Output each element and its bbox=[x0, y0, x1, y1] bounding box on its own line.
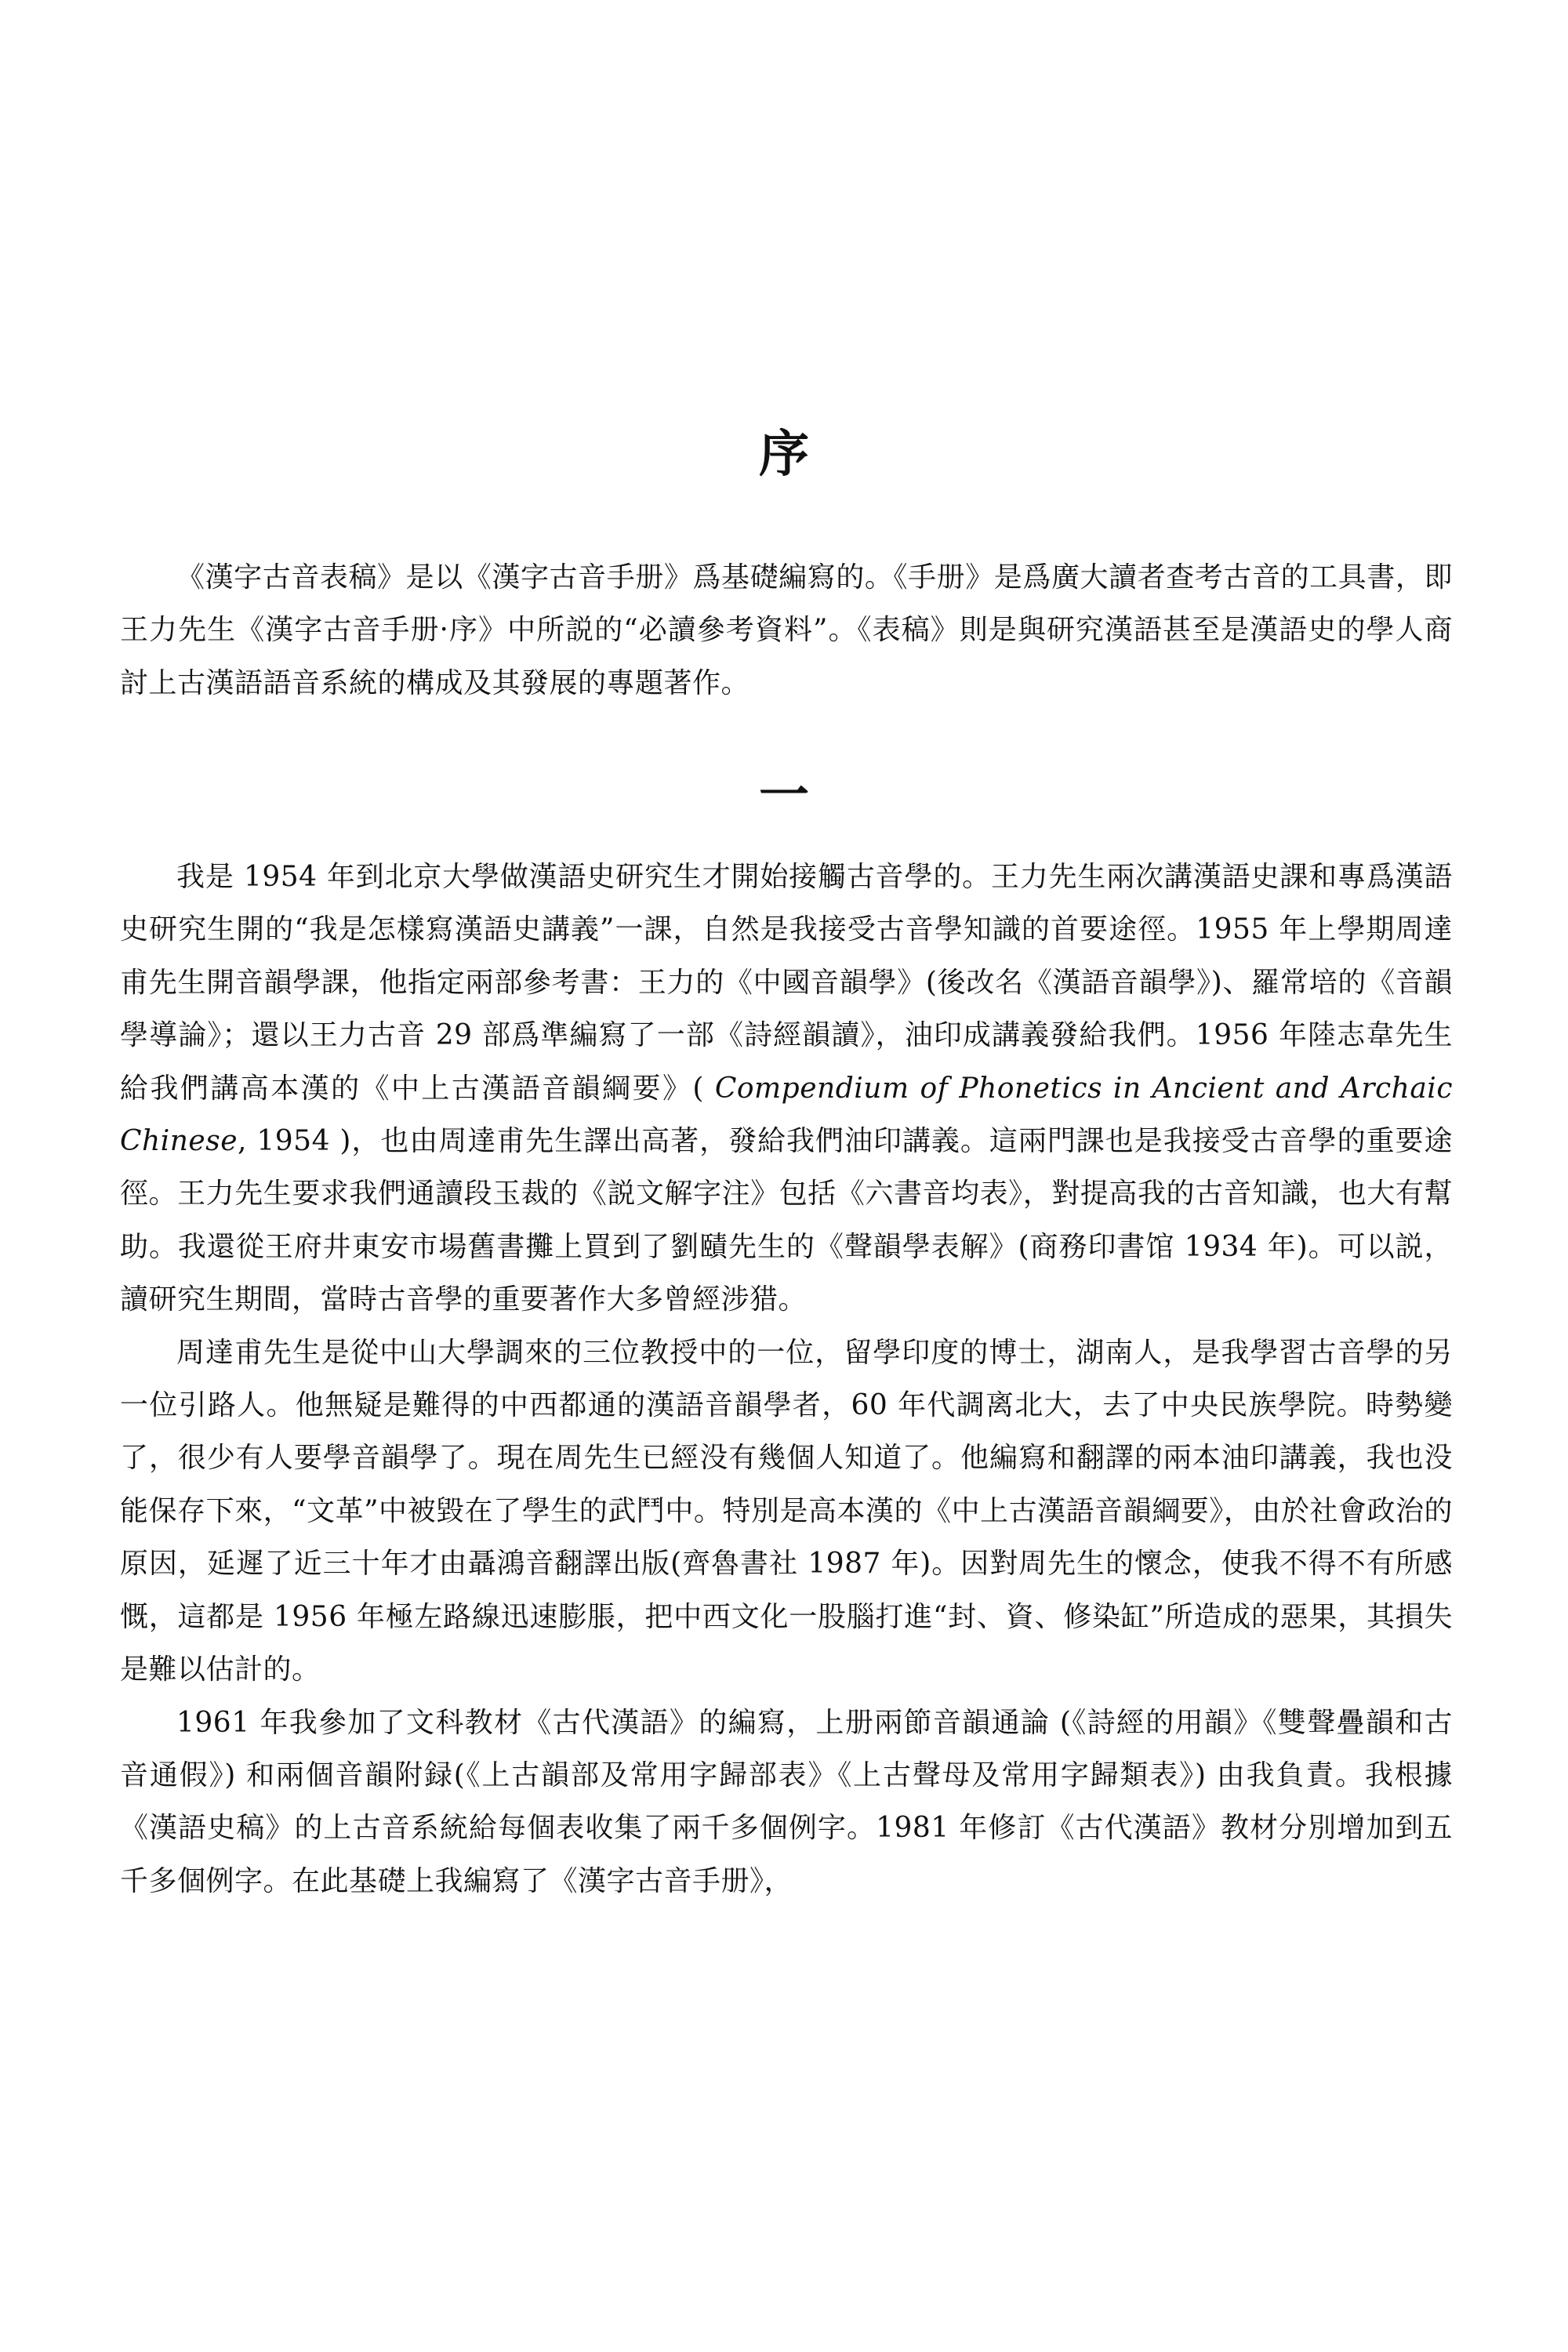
paragraph-1-text-after: , 1954 )，也由周達甫先生譯出高著，發給我們油印講義。這兩門課也是我接受古音學的重要途徑。王力先生要求我們通讀段玉裁的《説文解字注》包括《六書音均表》，對提高我的古音知識，也大有幫助。我還從王府井東安市場舊書攤上買到了劉賾先生的《聲韻學表解》(商務印書馆 1934 年)。可以説，讀研究生期間，當時古音學的重要著作大多曾經涉猎。 bbox=[120, 1125, 1453, 1316]
intro-section bbox=[120, 551, 1453, 710]
body-paragraph-2: 周達甫先生是從中山大學調來的三位教授中的一位，留學印度的博士，湖南人，是我學習古音學的另一位引路人。他無疑是難得的中西都通的漢語音韻學者，60 年代調离北大，去了中央民族學院。時勢變了，很少有人要學音韻學了。現在周先生已經没有幾個人知道了。他編寫和翻譯的兩本油印講義，我也没能保存下來，“文革”中被毀在了學生的武鬥中。特別是高本漢的《中上古漢語音韻綱要》，由於社會政治的原因，延遲了近三十年才由聶鴻音翻譯出版(齊魯書社 1987 年)。因對周先生的懷念，使我不得不有所感慨，這都是 1956 年極左路線迅速膨脹，把中西文化一股腦打進“封、資、修染缸”所造成的惡果，其損失是難以估計的。 bbox=[120, 1336, 1453, 1686]
intro-paragraph: 《漢字古音表稿》是以《漢字古音手册》爲基礎編寫的。《手册》是爲廣大讀者查考古音的工具書，即王力先生《漢字古音手册·序》中所説的“必讀參考資料”。《表稿》則是與研究漢語甚至是漢語史的學人商討上古漢語語音系統的構成及其發展的專題著作。 bbox=[120, 561, 1453, 699]
body-section bbox=[120, 851, 1453, 1907]
page-title: 序 bbox=[759, 425, 809, 484]
paragraph-1-english-title: Compendium of Phonetics in Ancient and Archaic Chinese bbox=[120, 1072, 1453, 1158]
paragraph-1-text-before: 我是 1954 年到北京大學做漢語史研究生才開始接觸古音學的。王力先生兩次講漢語史課和專爲漢語史研究生開的“我是怎樣寫漢語史講義”一課，自然是我接受古音學知識的首要途徑。1955 年上學期周達甫先生開音韻學課，他指定兩部參考書：王力的《中國音韻學》(後改名《漢語音韻學》)、羅常培的《音韻學導論》；還以王力古音 29 部爲準編寫了一部《詩經韻讀》，油印成講義發給我們。1956 年陸志韋先生給我們講高本漢的《中上古漢語音韻綱要》( bbox=[120, 861, 1453, 1105]
section-number: 一 bbox=[759, 766, 809, 825]
body-paragraph-1 bbox=[120, 851, 1453, 1327]
body-paragraph-3: 1961 年我參加了文科教材《古代漢語》的編寫，上册兩節音韻通論 (《詩經的用韻》《雙聲疊韻和古音通假》) 和兩個音韻附録(《上古韻部及常用字歸部表》《上古聲母及常用字歸類表》) 由我負責。我根據《漢語史稿》的上古音系統給每個表收集了兩千多個例字。1981 年修訂《古代漢語》教材分別增加到五千多個例字。在此基礎上我編寫了《漢字古音手册》， bbox=[120, 1706, 1453, 1897]
